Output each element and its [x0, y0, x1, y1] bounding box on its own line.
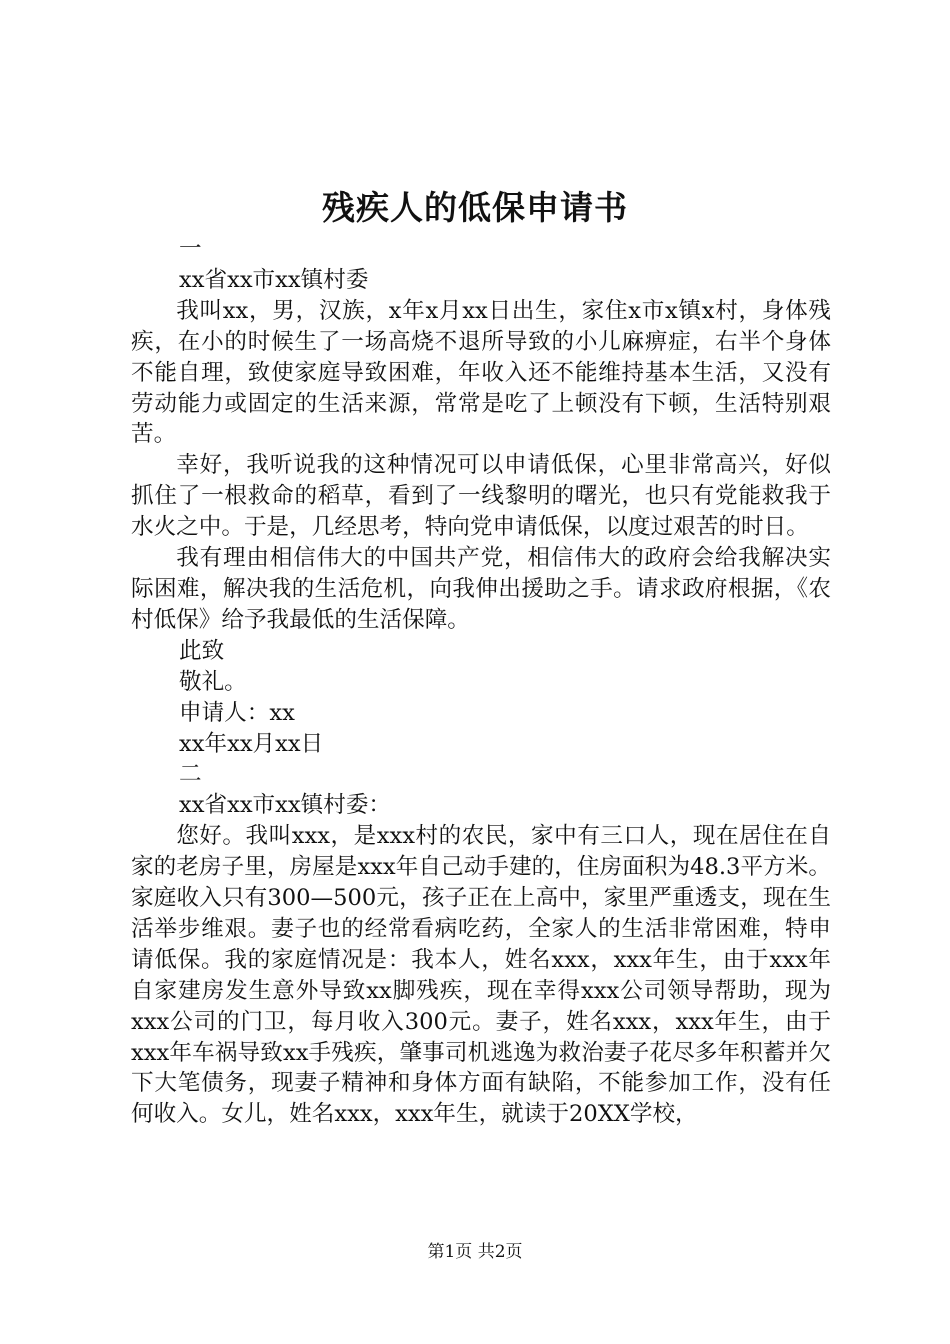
page-footer: 第1页 共2页 [427, 1242, 523, 1262]
salute-phrase: 敬礼。 [179, 668, 247, 695]
closing-phrase: 此致 [179, 637, 225, 664]
paragraph: 我有理由相信伟大的中国共产党，相信伟大的政府会给我解决实际困难，解决我的生活危机，向我伸出援助之手。请求政府根据，《农村低保》给予我最低的生活保障。 [131, 545, 831, 633]
paragraph: 幸好，我听说我的这种情况可以申请低保，心里非常高兴，好似抓住了一根救命的稻草，看到了一线黎明的曙光，也只有党能救我于水火之中。于是，几经思考，特向党申请低保，以度过艰苦的时日。 [131, 452, 831, 541]
document-title: 残疾人的低保申请书 [322, 188, 628, 227]
addressee-1: xx省xx市xx镇村委 [179, 266, 369, 293]
applicant-signature: 申请人：xx [179, 699, 295, 726]
signature-date: xx年xx月xx日 [179, 730, 324, 757]
section-number-2: 二 [179, 761, 202, 788]
paragraph: 您好。我叫xxx，是xxx村的农民，家中有三口人，现在居住在自家的老房子里，房屋是xxx年自己动手建的，住房面积为48.3平方米。家庭收入只有300—500元，孩子正在上高中，家里严重透支，现在生活举步维艰。妻子也的经常看病吃药，全家人的生活非常困难，特申请低保。我的家庭情况是：我本人，姓名xxx，xxx年生，由于xxx年自家建房发生意外导致xx脚残疾，现在幸得xxx公司领导帮助，现为xxx公司的门卫，每月收入300元。妻子，姓名xxx，xxx年生，由于xxx年车祸导致xx手残疾，肇事司机逃逸为救治妻子花尽多年积蓄并欠下大笔债务，现妻子精神和身体方面有缺陷，不能参加工作，没有任何收入。女儿，姓名xxx，xxx年生，就读于20XX学校， [131, 823, 831, 1128]
document-body [131, 234, 831, 1130]
addressee-2: xx省xx市xx镇村委： [179, 792, 392, 819]
paragraph: 我叫xx，男，汉族，x年x月xx日出生，家住x市x镇x村，身体残疾，在小的时候生了一场高烧不退所导致的小儿麻痹症，右半个身体不能自理，致使家庭导致困难，年收入还不能维持基本生活，又没有劳动能力或固定的生活来源，常常是吃了上顿没有下顿，生活特别艰苦。 [131, 297, 831, 448]
section-number-1: 一 [179, 236, 202, 262]
